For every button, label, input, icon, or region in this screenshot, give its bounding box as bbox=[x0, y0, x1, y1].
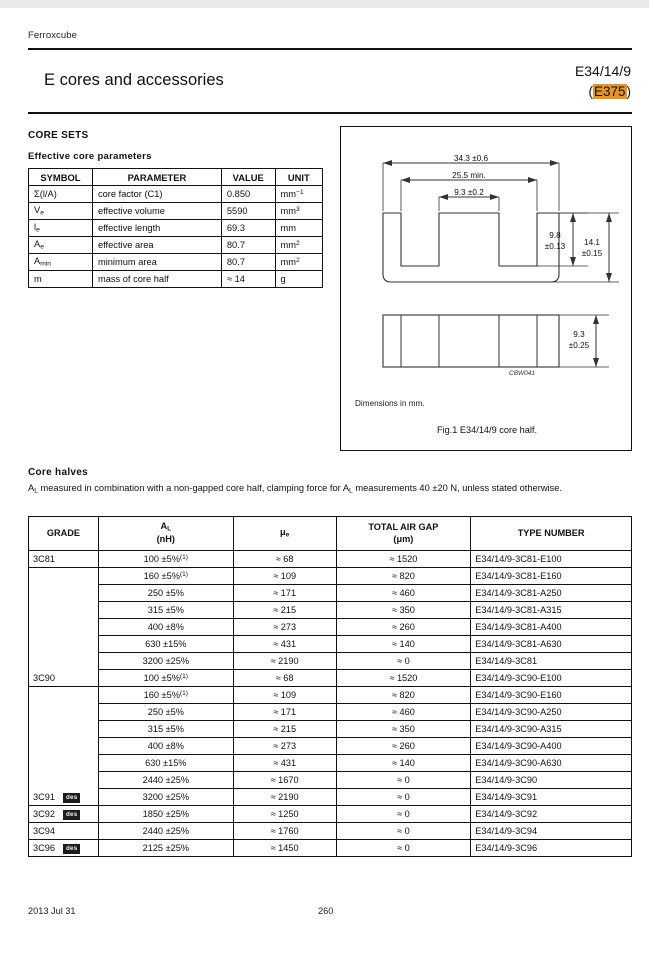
dim-outer-width: 34.3 ±0.6 bbox=[453, 154, 489, 163]
table-row bbox=[29, 704, 632, 721]
cell-al: 630 ±15% bbox=[98, 755, 233, 772]
table-row bbox=[29, 220, 323, 237]
cell-grade bbox=[29, 806, 99, 823]
cell-al: 160 ±5%$^{(1)}$ bbox=[98, 687, 233, 704]
dim-window-height-2: ±0.13 bbox=[544, 242, 566, 251]
brand-name: Ferroxcube bbox=[28, 30, 78, 41]
cell-type-number: E34/14/9-3C81-A400 bbox=[471, 619, 632, 636]
cell-mue: ≈ 273 bbox=[233, 619, 336, 636]
header-rule-bottom bbox=[28, 112, 632, 114]
cell-total-air-gap: ≈ 0 bbox=[336, 840, 471, 857]
cell-al: 315 ±5% bbox=[98, 602, 233, 619]
cell-value: ≈ 14 bbox=[221, 271, 275, 288]
cell-parameter: effective area bbox=[92, 237, 221, 254]
cell-grade bbox=[29, 789, 99, 806]
cell-total-air-gap: ≈ 0 bbox=[336, 806, 471, 823]
cell-mue: ≈ 1760 bbox=[233, 823, 336, 840]
top-gray-band bbox=[0, 0, 649, 8]
col-mue: $\mu_e$ bbox=[233, 517, 336, 551]
cell-grade-empty bbox=[29, 721, 99, 738]
cell-grade bbox=[29, 551, 99, 568]
dim-depth-2: ±0.25 bbox=[568, 341, 590, 350]
cell-grade-empty bbox=[29, 687, 99, 704]
cell-mue: ≈ 431 bbox=[233, 755, 336, 772]
cell-grade-empty bbox=[29, 738, 99, 755]
cell-al: 3200 ±25% bbox=[98, 653, 233, 670]
header-rule-top bbox=[28, 48, 632, 50]
cell-mue: ≈ 1250 bbox=[233, 806, 336, 823]
col-unit: UNIT bbox=[275, 169, 322, 186]
table-row bbox=[29, 619, 632, 636]
cell-value: 69.3 bbox=[221, 220, 275, 237]
cell-total-air-gap: ≈ 350 bbox=[336, 721, 471, 738]
cell-symbol: $l_e$ bbox=[29, 220, 93, 237]
cell-parameter: mass of core half bbox=[92, 271, 221, 288]
cell-parameter: minimum area bbox=[92, 254, 221, 271]
effective-core-parameters-table bbox=[28, 168, 323, 288]
grade-label: 3C91 bbox=[33, 791, 55, 802]
des-badge: des bbox=[63, 844, 80, 854]
cell-total-air-gap: ≈ 260 bbox=[336, 619, 471, 636]
cell-al: 160 ±5%$^{(1)}$ bbox=[98, 568, 233, 585]
cell-mue: ≈ 68 bbox=[233, 551, 336, 568]
cell-type-number: E34/14/9-3C81 bbox=[471, 653, 632, 670]
cell-total-air-gap: ≈ 460 bbox=[336, 585, 471, 602]
dimensions-unit-note: Dimensions in mm. bbox=[355, 399, 425, 408]
grade-label: 3C81 bbox=[33, 554, 55, 564]
col-gap-label: TOTAL AIR GAP bbox=[368, 522, 439, 532]
table-header-row bbox=[29, 169, 323, 186]
cell-mue: ≈ 215 bbox=[233, 721, 336, 738]
cell-grade-empty bbox=[29, 619, 99, 636]
grade-label: 3C94 bbox=[33, 826, 55, 836]
cell-mue: ≈ 171 bbox=[233, 585, 336, 602]
cell-parameter: effective length bbox=[92, 220, 221, 237]
cell-total-air-gap: ≈ 0 bbox=[336, 823, 471, 840]
table-row bbox=[29, 636, 632, 653]
cell-mue: ≈ 171 bbox=[233, 704, 336, 721]
cell-type-number: E34/14/9-3C94 bbox=[471, 823, 632, 840]
table-row bbox=[29, 254, 323, 271]
cell-mue: ≈ 109 bbox=[233, 687, 336, 704]
cell-type-number: E34/14/9-3C81-E100 bbox=[471, 551, 632, 568]
cell-type-number: E34/14/9-3C81-A315 bbox=[471, 602, 632, 619]
table-row bbox=[29, 186, 323, 203]
cell-grade-empty bbox=[29, 585, 99, 602]
des-badge: des bbox=[63, 810, 80, 820]
cell-unit: g bbox=[275, 271, 322, 288]
table-row bbox=[29, 670, 632, 687]
code-highlight: E375 bbox=[593, 83, 626, 99]
cell-type-number: E34/14/9-3C90-A630 bbox=[471, 755, 632, 772]
footer-date: 2013 Jul 31 bbox=[28, 906, 76, 916]
table-row bbox=[29, 772, 632, 789]
footer-page-number: 260 bbox=[318, 906, 334, 916]
table-row bbox=[29, 687, 632, 704]
table-row bbox=[29, 721, 632, 738]
cell-symbol: Σ(l/A) bbox=[29, 186, 93, 203]
cell-mue: ≈ 2190 bbox=[233, 789, 336, 806]
cell-grade bbox=[29, 823, 99, 840]
cell-al: 400 ±8% bbox=[98, 738, 233, 755]
footnote-marker: (1) bbox=[179, 690, 188, 698]
cell-value: 80.7 bbox=[221, 237, 275, 254]
cell-symbol: $A_e$ bbox=[29, 237, 93, 254]
cell-type-number: E34/14/9-3C81-A630 bbox=[471, 636, 632, 653]
cell-unit: $mm^2$ bbox=[275, 254, 322, 271]
paren-close: ) bbox=[626, 83, 631, 99]
figure-caption: Fig.1 E34/14/9 core half. bbox=[436, 425, 538, 435]
core-half-drawing bbox=[341, 127, 631, 397]
col-type-number: TYPE NUMBER bbox=[471, 517, 632, 551]
cell-parameter: core factor (C1) bbox=[92, 186, 221, 203]
cell-parameter: effective volume bbox=[92, 203, 221, 220]
cell-total-air-gap: ≈ 820 bbox=[336, 568, 471, 585]
table-row bbox=[29, 806, 632, 823]
cell-type-number: E34/14/9-3C90-A400 bbox=[471, 738, 632, 755]
table-row bbox=[29, 653, 632, 670]
cell-total-air-gap: ≈ 260 bbox=[336, 738, 471, 755]
cell-al: 2125 ±25% bbox=[98, 840, 233, 857]
cell-type-number: E34/14/9-3C92 bbox=[471, 806, 632, 823]
part-code-secondary bbox=[575, 83, 631, 101]
col-grade: GRADE bbox=[29, 517, 99, 551]
dim-window-height-1: 9.8 bbox=[549, 231, 561, 240]
col-gap-unit: (μm) bbox=[393, 533, 414, 544]
cell-type-number: E34/14/9-3C90 bbox=[471, 772, 632, 789]
cell-mue: ≈ 2190 bbox=[233, 653, 336, 670]
cell-total-air-gap: ≈ 1520 bbox=[336, 670, 471, 687]
dim-total-height-1: 14.1 bbox=[584, 238, 600, 247]
heading-core-sets: CORE SETS bbox=[28, 130, 89, 141]
table-header-row bbox=[29, 517, 632, 551]
cell-al: 2440 ±25% bbox=[98, 772, 233, 789]
paren-open: ( bbox=[588, 83, 593, 99]
col-symbol: SYMBOL bbox=[29, 169, 93, 186]
dim-depth-1: 9.3 bbox=[573, 330, 585, 339]
grade-label: 3C96 bbox=[33, 842, 55, 853]
cell-type-number: E34/14/9-3C90-A250 bbox=[471, 704, 632, 721]
cell-grade-empty bbox=[29, 772, 99, 789]
dim-center-leg: 9.3 ±0.2 bbox=[454, 188, 484, 197]
table-row bbox=[29, 823, 632, 840]
cell-type-number: E34/14/9-3C91 bbox=[471, 789, 632, 806]
cell-mue: ≈ 109 bbox=[233, 568, 336, 585]
cell-grade-empty bbox=[29, 636, 99, 653]
des-badge: des bbox=[63, 793, 80, 803]
core-halves-table bbox=[28, 516, 632, 857]
part-number: E34/14/9 bbox=[574, 63, 631, 79]
cell-al: 100 ±5%$^{(1)}$ bbox=[98, 670, 233, 687]
cell-mue: ≈ 1670 bbox=[233, 772, 336, 789]
cell-al: 250 ±5% bbox=[98, 704, 233, 721]
cell-type-number: E34/14/9-3C90-E160 bbox=[471, 687, 632, 704]
cell-grade-empty bbox=[29, 704, 99, 721]
col-al-symbol: $A_L$ bbox=[160, 521, 172, 533]
cell-type-number: E34/14/9-3C90-E100 bbox=[471, 670, 632, 687]
cell-mue: ≈ 68 bbox=[233, 670, 336, 687]
grade-label: 3C90 bbox=[33, 673, 55, 683]
footnote-marker: (1) bbox=[179, 571, 188, 579]
cell-mue: ≈ 273 bbox=[233, 738, 336, 755]
cell-al: 630 ±15% bbox=[98, 636, 233, 653]
grade-label: 3C92 bbox=[33, 808, 55, 819]
table-row bbox=[29, 271, 323, 288]
figure-panel bbox=[340, 126, 632, 451]
cell-total-air-gap: ≈ 1520 bbox=[336, 551, 471, 568]
part-code-block bbox=[575, 62, 631, 101]
cell-al: 400 ±8% bbox=[98, 619, 233, 636]
table-row bbox=[29, 551, 632, 568]
cell-unit: mm bbox=[275, 220, 322, 237]
heading-effective-core-parameters: Effective core parameters bbox=[28, 151, 152, 162]
footnote-marker: (1) bbox=[179, 673, 188, 681]
cell-symbol: $A_{min}$ bbox=[29, 254, 93, 271]
cell-type-number: E34/14/9-3C90-A315 bbox=[471, 721, 632, 738]
core-halves-note: $A_L$ measured in combination with a non-gapped core half, clamping force for $A_L$ measurements 40 ±20 N, unless stated otherwise. bbox=[28, 483, 563, 495]
cell-total-air-gap: ≈ 460 bbox=[336, 704, 471, 721]
cell-total-air-gap: ≈ 0 bbox=[336, 789, 471, 806]
cell-grade-empty bbox=[29, 755, 99, 772]
col-parameter: PARAMETER bbox=[92, 169, 221, 186]
table-row bbox=[29, 602, 632, 619]
cell-al: 100 ±5%$^{(1)}$ bbox=[98, 551, 233, 568]
cell-total-air-gap: ≈ 140 bbox=[336, 755, 471, 772]
datasheet-page bbox=[0, 8, 649, 960]
cell-mue: ≈ 431 bbox=[233, 636, 336, 653]
drawing-code-label: CBW041 bbox=[509, 370, 536, 377]
cell-total-air-gap: ≈ 0 bbox=[336, 653, 471, 670]
cell-grade-empty bbox=[29, 602, 99, 619]
cell-value: 5590 bbox=[221, 203, 275, 220]
table-row bbox=[29, 585, 632, 602]
cell-al: 315 ±5% bbox=[98, 721, 233, 738]
dim-total-height-2: ±0.15 bbox=[581, 249, 603, 258]
footnote-marker: (1) bbox=[179, 554, 188, 562]
cell-al: 3200 ±25% bbox=[98, 789, 233, 806]
table-row bbox=[29, 237, 323, 254]
cell-al: 250 ±5% bbox=[98, 585, 233, 602]
cell-type-number: E34/14/9-3C81-A250 bbox=[471, 585, 632, 602]
cell-al: 1850 ±25% bbox=[98, 806, 233, 823]
cell-mue: ≈ 215 bbox=[233, 602, 336, 619]
table-row bbox=[29, 789, 632, 806]
cell-symbol: m bbox=[29, 271, 93, 288]
cell-al: 2440 ±25% bbox=[98, 823, 233, 840]
cell-symbol: $V_e$ bbox=[29, 203, 93, 220]
cell-unit: $mm^3$ bbox=[275, 203, 322, 220]
dim-inner-width: 25.5 min. bbox=[452, 171, 486, 180]
cell-grade-empty bbox=[29, 568, 99, 585]
table-row bbox=[29, 840, 632, 857]
cell-unit: $mm^{-1}$ bbox=[275, 186, 322, 203]
table-row bbox=[29, 568, 632, 585]
col-al bbox=[98, 517, 233, 551]
cell-grade bbox=[29, 840, 99, 857]
cell-total-air-gap: ≈ 140 bbox=[336, 636, 471, 653]
cell-total-air-gap: ≈ 0 bbox=[336, 772, 471, 789]
cell-type-number: E34/14/9-3C81-E160 bbox=[471, 568, 632, 585]
cell-total-air-gap: ≈ 350 bbox=[336, 602, 471, 619]
cell-grade bbox=[29, 670, 99, 687]
table-row bbox=[29, 203, 323, 220]
cell-value: 80.7 bbox=[221, 254, 275, 271]
heading-core-halves: Core halves bbox=[28, 467, 88, 478]
cell-mue: ≈ 1450 bbox=[233, 840, 336, 857]
table-row bbox=[29, 738, 632, 755]
cell-unit: $mm^2$ bbox=[275, 237, 322, 254]
cell-grade-empty bbox=[29, 653, 99, 670]
cell-total-air-gap: ≈ 820 bbox=[336, 687, 471, 704]
table-row bbox=[29, 755, 632, 772]
col-total-air-gap bbox=[336, 517, 471, 551]
page-title: E cores and accessories bbox=[44, 71, 224, 89]
cell-type-number: E34/14/9-3C96 bbox=[471, 840, 632, 857]
col-value: VALUE bbox=[221, 169, 275, 186]
cell-value: 0.850 bbox=[221, 186, 275, 203]
col-al-unit: (nH) bbox=[156, 534, 175, 545]
